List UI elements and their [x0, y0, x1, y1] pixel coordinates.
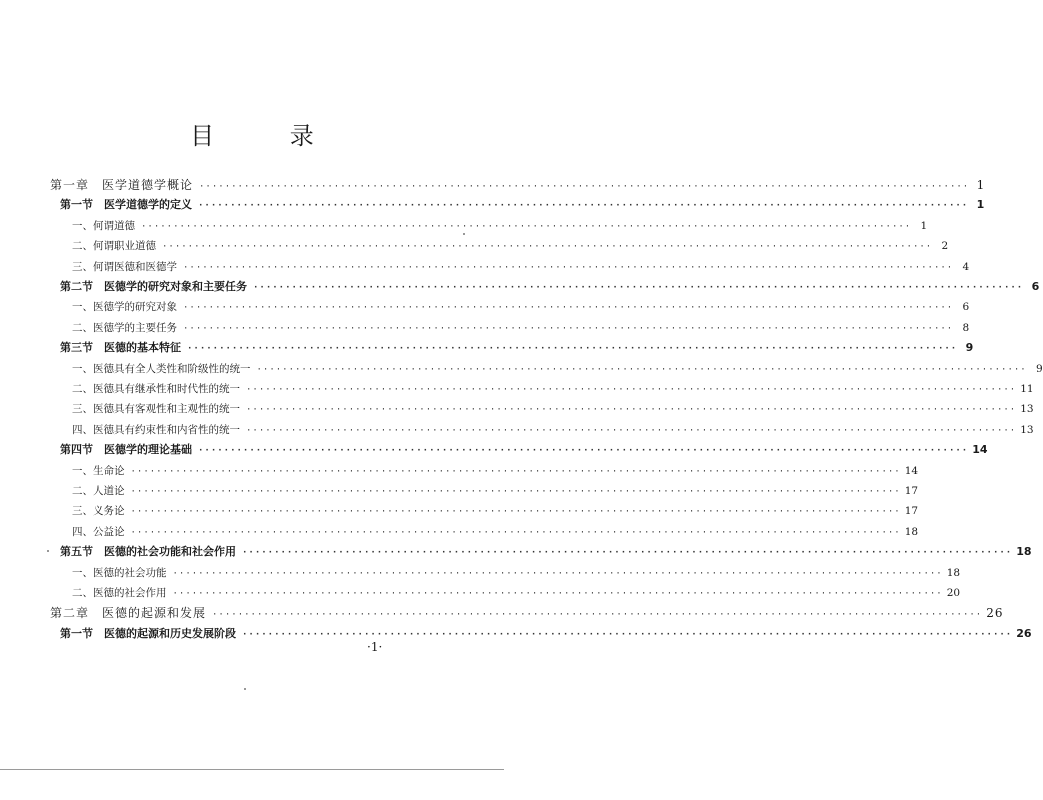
- toc-entry: [72, 321, 970, 336]
- toc-entry: [72, 423, 1034, 438]
- scan-speck: [463, 233, 465, 235]
- toc-entry-page: 26: [986, 606, 1004, 621]
- toc-entry-label: 一、生命论: [72, 464, 125, 477]
- toc-entry-label: 第三节 医德的基本特征: [60, 341, 181, 355]
- toc-entry-page: 1: [976, 198, 985, 212]
- toc-entry-page: 6: [962, 301, 970, 314]
- toc-entry-page: 6: [1031, 280, 1040, 293]
- toc-leader-dots: ························································································································: [187, 344, 958, 355]
- toc-entry-label: 第二章 医德的起源和发展: [50, 606, 207, 621]
- toc-entry: [72, 586, 961, 601]
- toc-entry-page: 26: [1016, 626, 1032, 640]
- toc-entry: [72, 525, 919, 540]
- toc-entry-page: 13: [1020, 403, 1034, 416]
- toc-entry: [72, 382, 1034, 397]
- toc-entry-label: 第五节 医德的社会功能和社会作用: [60, 545, 236, 559]
- toc-entry-page: 14: [972, 443, 988, 457]
- toc-leader-dots: ························································································································: [198, 446, 969, 457]
- toc-leader-dots: ························································································································: [246, 425, 1017, 436]
- toc-entry: [72, 260, 970, 275]
- toc-entry: [60, 198, 985, 213]
- toc-entry: [72, 239, 949, 254]
- toc-leader-dots: ························································································································: [183, 303, 954, 314]
- toc-leader-dots: ························································································································: [242, 548, 1013, 559]
- page-title: 目 录: [190, 122, 348, 150]
- toc-leader-dots: ························································································································: [253, 283, 1024, 293]
- scan-speck: [47, 550, 49, 552]
- toc-leader-dots: ························································································································: [256, 364, 1027, 375]
- toc-entry-label: 一、医德的社会功能: [72, 566, 167, 579]
- toc-entry-page: 17: [904, 485, 919, 497]
- toc-entry-label: 第四节 医德学的理论基础: [60, 443, 192, 457]
- toc-entry: [72, 300, 970, 315]
- toc-entry-label: 三、医德具有客观性和主观性的统一: [72, 403, 240, 416]
- toc-leader-dots: ························································································································: [198, 201, 969, 212]
- toc-entry: [60, 545, 1032, 560]
- toc-entry-page: 18: [946, 566, 961, 579]
- toc-entry: [50, 178, 986, 194]
- toc-entry-label: 四、医德具有约束性和内省性的统一: [72, 423, 240, 436]
- toc-leader-dots: ························································································································: [162, 242, 933, 253]
- toc-entry-label: 一、医德具有全人类性和阶级性的统一: [72, 362, 251, 375]
- toc-entry: [60, 280, 1040, 295]
- toc-entry-label: 第一节 医学道德学的定义: [60, 198, 192, 212]
- toc-leader-dots: ························································································································: [130, 466, 901, 477]
- toc-leader-dots: ························································································································: [242, 629, 1013, 640]
- toc-entry: [72, 504, 919, 519]
- toc-entry: [72, 219, 928, 234]
- toc-entry-page: 9: [1036, 362, 1043, 375]
- toc-entry-label: 二、医德的社会作用: [72, 587, 167, 599]
- toc-leader-dots: ························································································································: [172, 589, 943, 599]
- toc-entry-page: 8: [962, 321, 970, 334]
- toc-leader-dots: ························································································································: [246, 385, 1017, 395]
- toc-entry: [72, 362, 1043, 377]
- toc-leader-dots: ························································································································: [172, 568, 943, 579]
- toc-entry-page: 1: [976, 178, 986, 192]
- toc-entry-label: 二、人道论: [72, 485, 125, 497]
- toc-entry: [60, 341, 974, 356]
- toc-entry-page: 1: [920, 219, 928, 232]
- toc-entry-page: 4: [962, 260, 970, 273]
- toc-entry-label: 三、义务论: [72, 505, 125, 518]
- toc-entry-label: 第二节 医德学的研究对象和主要任务: [60, 280, 247, 293]
- scan-edge-line: [0, 769, 504, 770]
- toc-entry: [50, 606, 1004, 622]
- toc-entry-page: 20: [946, 587, 961, 599]
- toc-entry-page: 11: [1020, 383, 1034, 395]
- toc-entry-label: 三、何谓医德和医德学: [72, 260, 177, 273]
- toc-entry-label: 二、医德具有继承性和时代性的统一: [72, 383, 240, 395]
- toc-entry-label: 第一章 医学道德学概论: [50, 178, 194, 192]
- toc-leader-dots: ························································································································: [183, 262, 954, 273]
- toc-leader-dots: ························································································································: [130, 527, 901, 538]
- toc-entry-page: 13: [1020, 423, 1034, 436]
- toc-entry: [60, 443, 988, 458]
- toc-entry-page: 2: [941, 240, 949, 253]
- toc-entry-label: 二、医德学的主要任务: [72, 321, 177, 334]
- toc-entry-label: 第一节 医德的起源和历史发展阶段: [60, 626, 236, 640]
- toc-leader-dots: ························································································································: [141, 221, 912, 232]
- toc-leader-dots: ························································································································: [246, 405, 1017, 416]
- toc-entry-label: 一、何谓道德: [72, 219, 135, 232]
- toc-entry-page: 14: [904, 464, 919, 477]
- toc-entry-label: 四、公益论: [72, 525, 125, 538]
- toc-leader-dots: ························································································································: [130, 507, 901, 518]
- toc-leader-dots: ························································································································: [183, 323, 954, 334]
- toc-entry: [72, 484, 919, 499]
- toc-entry-label: 一、医德学的研究对象: [72, 301, 177, 314]
- toc-entry-label: 二、何谓职业道德: [72, 240, 156, 253]
- toc-entry-page: 18: [904, 525, 919, 538]
- toc-entry-page: 17: [904, 505, 919, 518]
- toc-entry: [72, 464, 919, 479]
- toc-entry-page: 18: [1016, 545, 1032, 559]
- toc-leader-dots: ························································································································: [130, 487, 901, 497]
- toc-entry-page: 9: [965, 341, 974, 355]
- page-number: ·1·: [367, 640, 383, 654]
- toc-leader-dots: ························································································································: [199, 182, 970, 192]
- toc-entry: [72, 566, 961, 581]
- toc-leader-dots: ························································································································: [212, 610, 983, 621]
- scan-speck: [244, 688, 246, 690]
- toc-entry: [72, 402, 1034, 417]
